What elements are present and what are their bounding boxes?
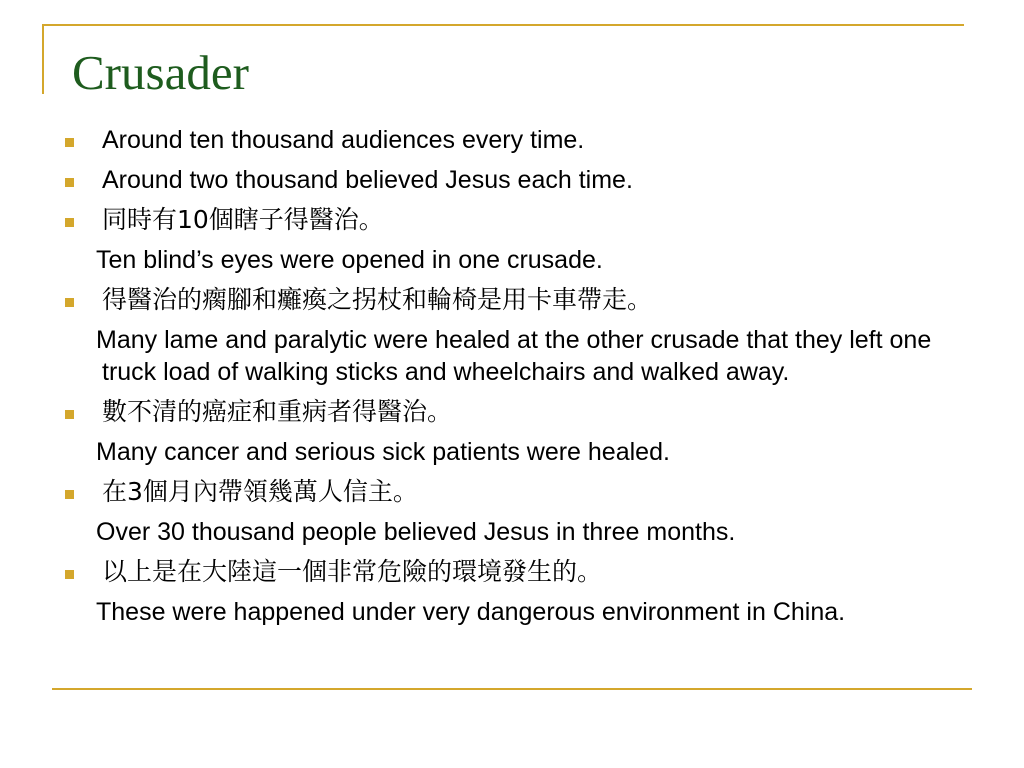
translation-item <box>64 516 944 548</box>
bullet-item <box>64 476 944 508</box>
slide-content <box>64 124 944 636</box>
bullet-item <box>64 204 944 236</box>
bullet-item <box>64 556 944 588</box>
item-text: Ten blind’s eyes were opened in one crusade. <box>96 246 603 274</box>
item-text: Many cancer and serious sick patients were healed. <box>96 438 670 466</box>
square-bullet-icon <box>65 218 74 227</box>
item-text: Around two thousand believed Jesus each time. <box>102 166 633 194</box>
top-rule <box>42 24 964 26</box>
translation-item <box>64 324 944 388</box>
square-bullet-icon <box>65 178 74 187</box>
left-rule <box>42 24 44 94</box>
slide-title: Crusader <box>72 45 249 100</box>
item-text: Over 30 thousand people believed Jesus in three months. <box>96 518 736 546</box>
item-text: 數不清的癌症和重病者得醫治。 <box>102 397 453 426</box>
square-bullet-icon <box>65 490 74 499</box>
square-bullet-icon <box>65 410 74 419</box>
bullet-item <box>64 124 944 156</box>
translation-item <box>64 244 944 276</box>
item-text: 得醫治的瘸腳和癱瘓之拐杖和輪椅是用卡車帶走。 <box>102 285 653 314</box>
square-bullet-icon <box>65 138 74 147</box>
bottom-rule <box>52 688 972 690</box>
translation-item <box>64 596 944 628</box>
square-bullet-icon <box>65 298 74 307</box>
item-text: 以上是在大陸這一個非常危險的環境發生的。 <box>102 557 603 586</box>
item-text: These were happened under very dangerous environment in China. <box>96 598 846 626</box>
bullet-item <box>64 164 944 196</box>
item-text: 在3個月內帶領幾萬人信主。 <box>102 477 418 506</box>
item-text: Many lame and paralytic were healed at the other crusade that they left one truck load of walking sticks and wheelchairs and walked away. <box>96 326 932 386</box>
translation-item <box>64 436 944 468</box>
bullet-item <box>64 396 944 428</box>
item-text: Around ten thousand audiences every time. <box>102 126 585 154</box>
square-bullet-icon <box>65 570 74 579</box>
item-text: 同時有10個瞎子得醫治。 <box>102 205 384 234</box>
bullet-item <box>64 284 944 316</box>
